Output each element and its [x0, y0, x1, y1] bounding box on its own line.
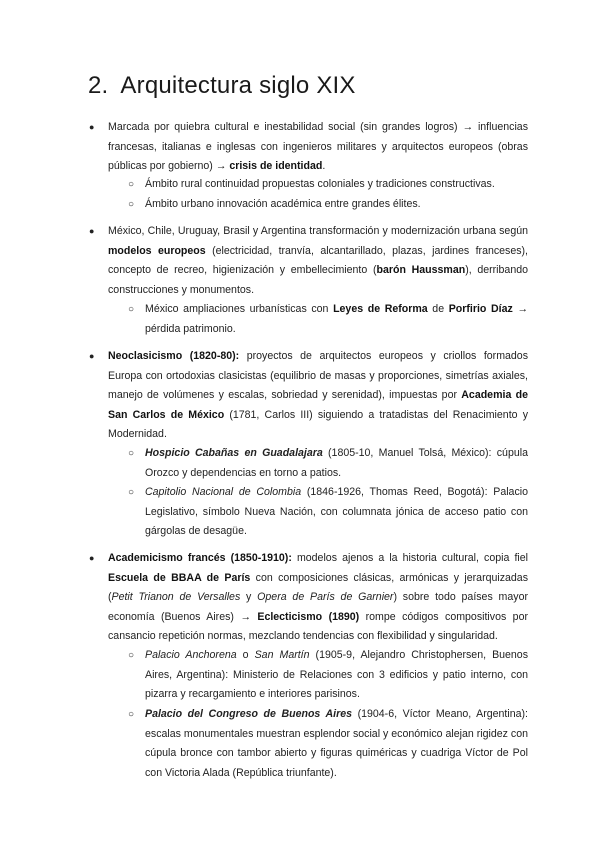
sub-item-ambito-rural: Ámbito rural continuidad propuestas coloniales y tradiciones constructivas.	[145, 178, 495, 190]
sub-item-leyes-reforma: México ampliaciones urbanísticas con Leyes de Reforma de Porfirio Díaz → pérdida patrimonio.	[145, 303, 529, 335]
page-title	[88, 72, 356, 100]
sub-bullet-icon: ○	[128, 304, 135, 315]
sub-item-ambito-urbano: Ámbito urbano innovación académica entre grandes élites.	[145, 198, 421, 210]
sub-bullet-icon: ○	[128, 709, 135, 720]
section-title: Arquitectura siglo XIX	[120, 72, 356, 99]
sub-item-palacio-anchorena: Palacio Anchorena o San Martín (1905-9, Alejandro Christophersen, Buenos Aires, Argentina): Ministerio de Relaciones con 3 edificios y patio interno, con pizarra y recargamiento e interiores parisinos.	[145, 649, 528, 701]
paragraph-quiebra-cultural: Marcada por quiebra cultural e inestabilidad social (sin grandes logros) → influencias francesas, italianas e inglesas con ingenieros militares y arquitectos europeos (obras públicas por gobierno) → crisis de identidad.	[108, 121, 528, 173]
sub-bullet-icon: ○	[128, 487, 135, 498]
sub-bullet-icon: ○	[128, 650, 135, 661]
bullet-icon: ●	[89, 553, 95, 563]
bullet-icon: ●	[89, 226, 95, 236]
bullet-icon: ●	[89, 351, 95, 361]
sub-item-hospicio-cabanas: Hospicio Cabañas en Guadalajara (1805-10, Manuel Tolsá, México): cúpula Orozco y dependencias en torno a patios.	[145, 447, 528, 479]
sub-item-palacio-congreso: Palacio del Congreso de Buenos Aires (1904-6, Víctor Meano, Argentina): escalas monumentales muestran esplendor social y económico alejan rigidez con cúpula bronce con tambor abierto y figuras quiméricas y cuadriga Víctor de Pol con Victoria Alada (República triunfante).	[145, 708, 528, 779]
bullet-icon: ●	[89, 122, 95, 132]
paragraph-neoclasicismo: Neoclasicismo (1820-80): proyectos de arquitectos europeos y criollos formados Europa con ortodoxias clasicistas (equilibrio de masas y proporciones, simetrías axiales, manejo de volúmenes y escalas, sobriedad y serenidad), impuestas por Academia de San Carlos de México (1781, Carlos III) siguiendo a tratadistas del Renacimiento y Modernidad.	[108, 350, 528, 441]
sub-bullet-icon: ○	[128, 448, 135, 459]
section-number: 2.	[88, 72, 109, 99]
sub-item-capitolio-colombia: Capitolio Nacional de Colombia (1846-1926, Thomas Reed, Bogotá): Palacio Legislativo, símbolo Nueva Nación, con columnata jónica de acceso patio con gárgolas de desagüe.	[145, 486, 528, 538]
paragraph-academicismo: Academicismo francés (1850-1910): modelos ajenos a la historia cultural, copia fiel Escuela de BBAA de París con composiciones clásicas, armónicas y jerarquizadas (Petit Trianon de Versalles y Opera de París de Garnier) sobre todo países mayor economía (Buenos Aires) → Eclecticismo (1890) rompe códigos compositivos por cansancio repetición normas, mezclando tendencias con flexibilidad y singularidad.	[108, 552, 528, 643]
paragraph-modelos-europeos: México, Chile, Uruguay, Brasil y Argentina transformación y modernización urbana según modelos europeos (electricidad, tranvía, alcantarillado, plazas, jardines franceses), concepto de recreo, higienización y embellecimiento (barón Haussman), derribando construcciones y monumentos.	[108, 225, 529, 296]
sub-bullet-icon: ○	[128, 199, 135, 210]
sub-bullet-icon: ○	[128, 179, 135, 190]
